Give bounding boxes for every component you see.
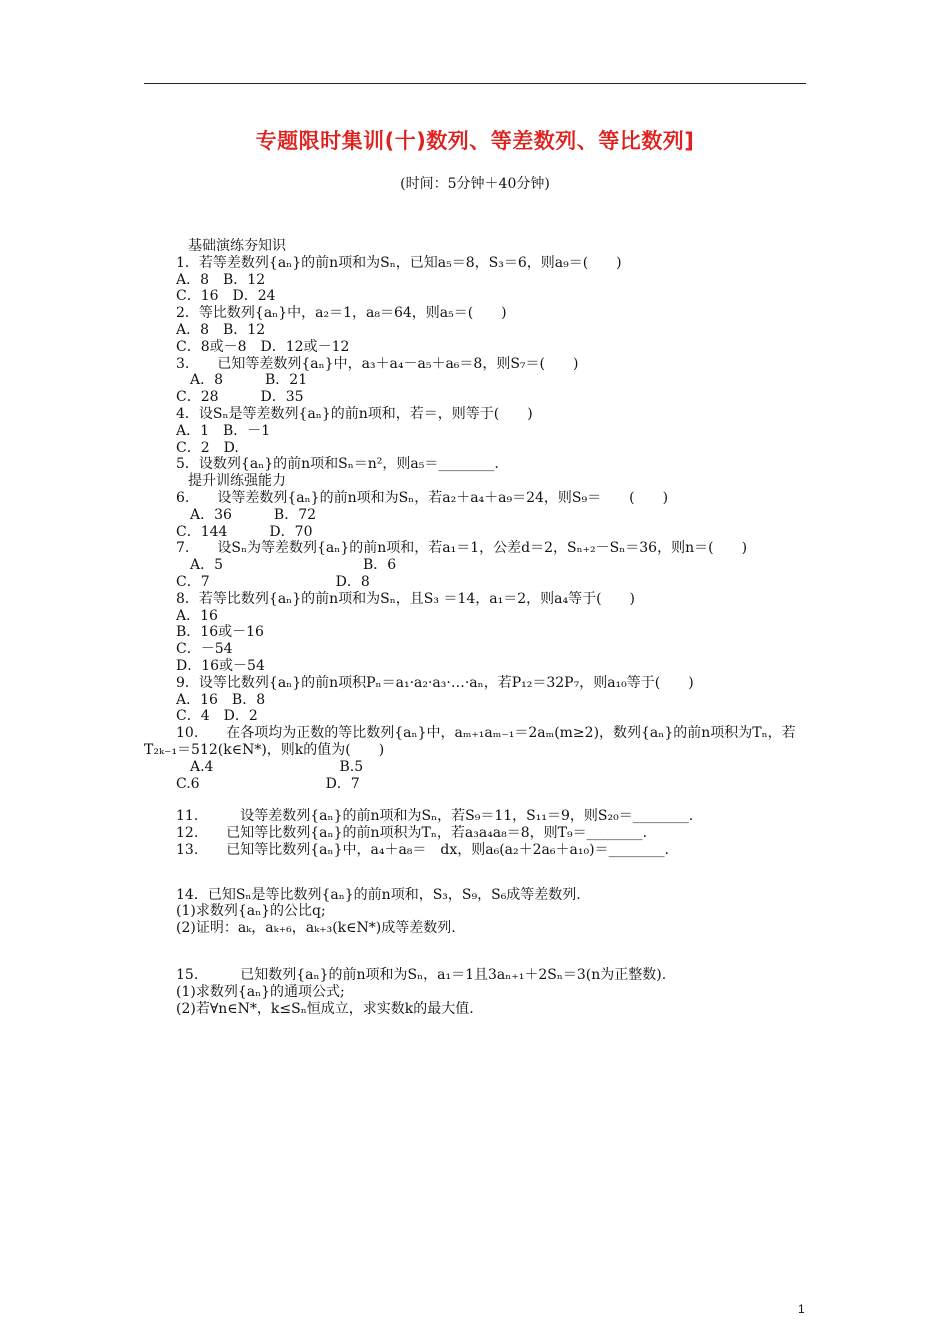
question-12: 12. 已知等比数列{aₙ}的前n项积为Tₙ，若a₃a₄a₈＝8，则T₉＝________. xyxy=(176,825,648,842)
question-13: 13. 已知等比数列{aₙ}中，a₄＋a₈＝ dx，则a₆(a₂＋2a₆＋a₁₀)＝________. xyxy=(176,841,669,858)
question-15-part-2: (2)若∀n∈N*，k≤Sₙ恒成立，求实数k的最大值. xyxy=(176,1000,474,1017)
question-8-option-c: C．－54 xyxy=(176,641,233,658)
question-4: 4．设Sₙ是等差数列{aₙ}的前n项和，若＝，则等于( ) xyxy=(176,405,533,422)
question-14: 14．已知Sₙ是等比数列{aₙ}的前n项和，S₃，S₉，S₆成等差数列. xyxy=(176,886,581,903)
question-15: 15. 已知数列{aₙ}的前n项和为Sₙ，a₁＝1且3aₙ₊₁＋2Sₙ＝3(n为正整数). xyxy=(176,967,667,984)
question-2-options-cd: C．8或－8 D．12或－12 xyxy=(176,338,350,355)
question-5: 5．设数列{aₙ}的前n项和Sₙ＝n²，则a₅＝________. xyxy=(176,456,499,473)
question-8-option-d: D．16或－54 xyxy=(176,657,265,674)
question-1-options-ab: A．8 B．12 xyxy=(176,271,266,288)
question-4-options-cd: C．2 D. xyxy=(176,439,239,456)
header-rule xyxy=(144,83,806,84)
page-title: 专题限时集训(十)数列、等差数列、等比数列] xyxy=(255,129,695,153)
question-15-part-1: (1)求数列{aₙ}的通项公式; xyxy=(176,983,345,1000)
question-9-options-ab: A．16 B．8 xyxy=(176,691,266,708)
question-10-options-ab: A.4 B.5 xyxy=(176,758,364,775)
question-10-text: 10. 在各项均为正数的等比数列{aₙ}中，aₘ₊₁aₘ₋₁＝2aₘ(m≥2)，数列{aₙ}的前n项积为Tₙ，若T₂ₖ₋₁＝512(k∈N*)，则k的值为( ) xyxy=(144,725,796,758)
question-2: 2．等比数列{aₙ}中，a₂＝1，a₈＝64，则a₅＝( ) xyxy=(176,305,507,322)
question-11: 11. 设等差数列{aₙ}的前n项和为Sₙ，若S₉＝11，S₁₁＝9，则S₂₀＝________. xyxy=(176,808,694,825)
problem-list xyxy=(144,238,816,1017)
question-14-part-1: (1)求数列{aₙ}的公比q; xyxy=(176,903,326,920)
question-3-options-cd: C．28 D．35 xyxy=(176,389,304,406)
question-9-options-cd: C．4 D．2 xyxy=(176,708,258,725)
question-6-options-cd: C．144 D．70 xyxy=(176,523,313,540)
question-6-options-ab: A．36 B．72 xyxy=(176,506,317,523)
question-7-options-ab: A．5 B．6 xyxy=(176,557,397,574)
question-10 xyxy=(144,725,814,759)
time-note: (时间：5分钟＋40分钟) xyxy=(400,176,550,192)
question-3-options-ab: A．8 B．21 xyxy=(176,372,308,389)
question-4-options-ab: A．1 B．－1 xyxy=(176,422,271,439)
section-heading-basic: 基础演练夯知识 xyxy=(188,238,286,254)
question-10-options-cd: C.6 D．7 xyxy=(176,775,360,792)
question-8: 8．若等比数列{aₙ}的前n项和为Sₙ，且S₃ ＝14，a₁＝2，则a₄等于( ) xyxy=(176,590,636,607)
question-6: 6. 设等差数列{aₙ}的前n项和为Sₙ，若a₂＋a₄＋a₉＝24，则S₉＝ ( ) xyxy=(176,489,669,506)
question-8-option-b: B．16或－16 xyxy=(176,624,264,641)
question-3: 3. 已知等差数列{aₙ}中，a₃＋a₄－a₅＋a₆＝8，则S₇＝( ) xyxy=(176,355,579,372)
question-8-option-a: A．16 xyxy=(176,607,218,624)
question-9: 9．设等比数列{aₙ}的前n项积Pₙ＝a₁·a₂·a₃·…·aₙ，若P₁₂＝32P₇，则a₁₀等于( ) xyxy=(176,674,694,691)
question-14-part-2: (2)证明：aₖ，aₖ₊₆，aₖ₊₃(k∈N*)成等差数列. xyxy=(176,920,456,937)
page-number: 1 xyxy=(798,1302,805,1316)
question-7: 7. 设Sₙ为等差数列{aₙ}的前n项和，若a₁＝1，公差d＝2，Sₙ₊₂－Sₙ＝36，则n＝( ) xyxy=(176,540,748,557)
question-1-options-cd: C．16 D．24 xyxy=(176,288,276,305)
question-7-options-cd: C．7 D．8 xyxy=(176,573,370,590)
question-2-options-ab: A．8 B．12 xyxy=(176,321,266,338)
section-heading-advanced: 提升训练强能力 xyxy=(188,473,286,490)
question-1: 1．若等差数列{aₙ}的前n项和为Sₙ，已知a₅＝8，S₃＝6，则a₉＝( ) xyxy=(176,254,622,271)
